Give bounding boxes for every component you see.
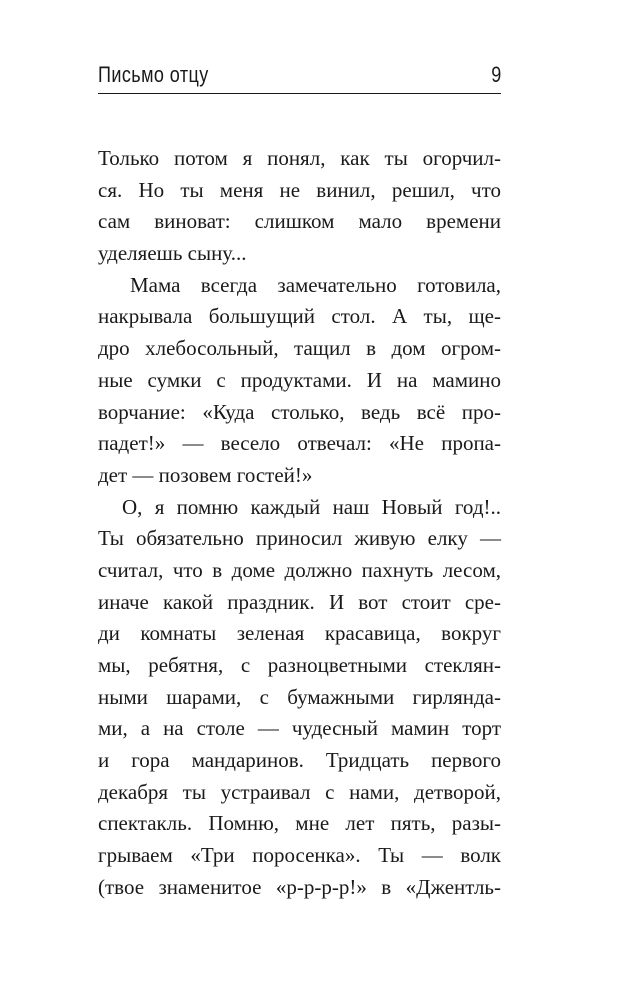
text-line: ные сумки с продуктами. И на мамино <box>98 367 501 392</box>
text-line: (твое знаменитое «р-р-р-р!» в «Джентль- <box>98 874 501 899</box>
text-line: падет!» — весело отвечал: «Не пропа- <box>98 431 501 456</box>
text-line: грываем «Три поросенка». Ты — волк <box>98 843 501 868</box>
body-text <box>98 143 501 904</box>
text-line: спектакль. Помню, мне лет пять, разы- <box>98 811 501 836</box>
text-line: мы, ребятня, с разноцветными стеклян- <box>98 653 501 677</box>
text-line: ди комнаты зеленая красавица, вокруг <box>98 621 501 646</box>
text-line: иначе какой праздник. И вот стоит сре- <box>98 589 501 614</box>
header-rule <box>98 93 501 94</box>
paragraph <box>98 143 501 270</box>
text-line: ми, а на столе — чудесный мамин торт <box>98 716 501 741</box>
text-line: уделяешь сыну... <box>98 241 247 266</box>
text-line: Мама всегда замечательно готовила, <box>130 272 501 297</box>
running-head <box>98 62 501 92</box>
page-number: 9 <box>490 62 501 87</box>
text-line: и гора мандаринов. Тридцать первого <box>98 748 501 773</box>
paragraph <box>98 270 501 492</box>
text-line: считал, что в доме должно пахнуть лесом, <box>98 557 501 582</box>
text-line: Ты обязательно приносил живую елку — <box>98 526 501 551</box>
text-line: ся. Но ты меня не винил, решил, что <box>98 177 501 202</box>
text-line: декабря ты устраивал с нами, детворой, <box>98 779 501 804</box>
text-line: О, я помню каждый наш Новый год!.. <box>122 494 501 519</box>
text-line: ворчание: «Куда столько, ведь всё про- <box>98 399 501 424</box>
running-title: Письмо отцу <box>98 62 209 87</box>
text-line: сам виноват: слишком мало времени <box>98 209 501 234</box>
text-line: Только потом я понял, как ты огорчил- <box>98 146 501 170</box>
text-line: ными шарами, с бумажными гирлянда- <box>98 684 501 709</box>
text-line: дет — позовем гостей!» <box>98 462 313 487</box>
text-line: дро хлебосольный, тащил в дом огром- <box>98 336 501 361</box>
text-line: накрывала большущий стол. А ты, ще- <box>98 304 501 329</box>
paragraph <box>98 492 501 904</box>
